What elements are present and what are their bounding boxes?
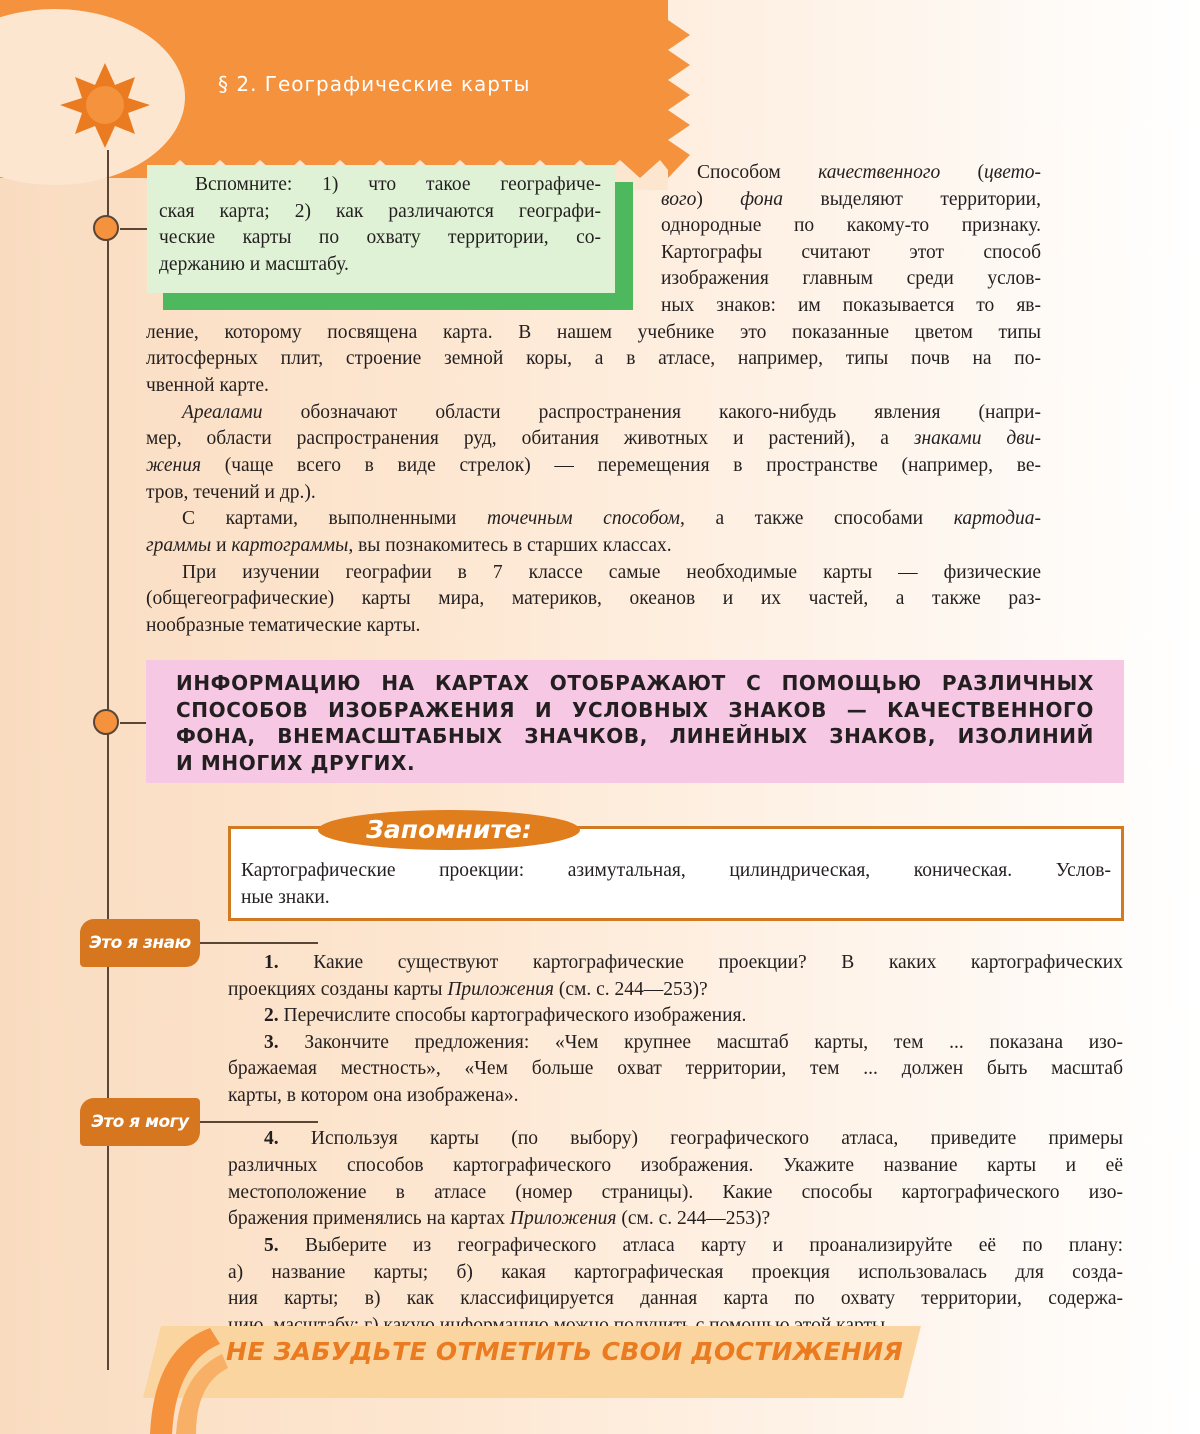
footer-arc-decoration	[140, 1318, 240, 1434]
text-span: бражения применялись на картах	[228, 1208, 510, 1229]
text-span: (чаще всего в виде стрелок) — перемещения в пространстве (например, ве-	[201, 455, 1041, 476]
text-italic: жения	[146, 455, 202, 476]
text-span: Закончите предложения: «Чем крупнее масштаб карты, тем ... показана изо-	[278, 1032, 1123, 1053]
recall-box	[147, 165, 615, 293]
footer-achievements: НЕ ЗАБУДЬТЕ ОТМЕТИТЬ СВОИ ДОСТИЖЕНИЯ	[226, 1337, 904, 1366]
text-line: а) название карты; б) какая картографическая проекция использовалась для созда-	[228, 1262, 1123, 1283]
text-line: ление, которому посвящена карта. В нашем учебнике это показанные цветом типы	[146, 322, 1041, 343]
text-line: литосферных плит, строение земной коры, а в атласе, например, типы почв на по-	[146, 348, 1041, 369]
text-span: Перечислите способы картографического изображения.	[278, 1005, 747, 1026]
key-idea-box	[146, 660, 1124, 783]
text-italic: картограммы	[231, 535, 349, 556]
text-line: изображения главным среди услов-	[661, 268, 1041, 289]
timeline-line	[107, 150, 109, 1370]
text-line: При изучении географии в 7 классе самые необходимые карты — физические	[182, 562, 1041, 583]
text-italic: знаками дви-	[913, 428, 1042, 449]
text-italic: цвето-	[984, 162, 1041, 183]
text-line: бражаемая местность», «Чем больше охват территории, тем ... должен быть масштаб	[228, 1058, 1123, 1079]
text-line: различных способов картографического изображения. Укажите название карты и её	[228, 1155, 1123, 1176]
text-span: выделяют территории,	[783, 189, 1041, 210]
question-1	[264, 950, 1123, 977]
text-span: , а также способами	[680, 508, 954, 529]
text-italic: Приложения	[509, 1208, 617, 1229]
text-line: ния карты; в) как классифицируется данная карта по охвату территории, содержа-	[228, 1288, 1123, 1309]
text-italic: качественного	[818, 162, 941, 183]
key-idea-line: И МНОГИХ ДРУГИХ.	[176, 750, 416, 775]
question-2	[264, 1003, 1123, 1030]
text-line: ных знаков: им показывается то яв-	[661, 295, 1041, 316]
text-line: тров, течений и др.).	[146, 482, 316, 503]
text-line	[146, 533, 1041, 560]
timeline-dot	[93, 709, 119, 735]
recall-line: Вспомните: 1) что такое географиче-	[195, 174, 601, 195]
recall-line: ческие карты по охвату территории, со-	[159, 227, 601, 249]
text-span: мер, области распространения руд, обитания животных и растений), а	[146, 428, 914, 449]
text-line	[146, 453, 1041, 480]
text-line: однородные по какому-то признаку.	[661, 215, 1041, 236]
text-line: нообразные тематические карты.	[146, 615, 421, 636]
remember-line: ные знаки.	[241, 887, 330, 908]
text-italic: Ареалами	[182, 402, 263, 423]
text-italic: Приложения	[447, 979, 554, 1000]
question-number: 4.	[264, 1128, 279, 1149]
question-number: 1.	[264, 952, 279, 973]
text-line	[228, 1206, 1123, 1233]
text-line	[146, 426, 1041, 453]
text-italic: картодиа-	[953, 508, 1041, 529]
question-number: 2.	[264, 1005, 279, 1026]
timeline-connector	[120, 722, 148, 724]
question-3	[264, 1030, 1123, 1057]
text-span: и	[211, 535, 232, 556]
tag-this-i-can: Это я могу	[80, 1098, 200, 1146]
timeline-dot	[93, 215, 119, 241]
key-idea-line: ФОНА, ВНЕМАСШТАБНЫХ ЗНАЧКОВ, ЛИНЕЙНЫХ ЗНАКОВ, ИЗОЛИНИЙ	[176, 724, 1094, 748]
text-span: проекциях созданы карты	[228, 979, 448, 1000]
text-span: (	[940, 162, 985, 183]
page-title: § 2. Географические карты	[218, 72, 531, 96]
text-italic: фона	[740, 189, 784, 210]
timeline-connector	[120, 228, 148, 230]
text-span: , вы познакомитесь в старших классах.	[348, 535, 672, 556]
text-line	[228, 977, 1123, 1004]
question-4	[264, 1126, 1123, 1153]
question-5	[264, 1233, 1123, 1260]
tag-this-i-know: Это я знаю	[80, 919, 200, 967]
text-span: (см. с. 244—253)?	[553, 979, 708, 1000]
remember-line: Картографические проекции: азимутальная, цилиндрическая, коническая. Услов-	[241, 860, 1111, 881]
text-span: Какие существуют картографические проекции? В каких картографических	[278, 952, 1123, 973]
text-line: карты, в котором она изображена».	[228, 1085, 519, 1106]
text-line: чвенной карте.	[146, 375, 269, 396]
text-line	[661, 160, 1041, 187]
text-span: Выберите из географического атласа карту и проанализируйте её по плану:	[278, 1235, 1123, 1256]
text-span: С картами, выполненными	[182, 508, 487, 529]
tag-underline	[200, 1121, 318, 1123]
question-number: 3.	[264, 1032, 279, 1053]
recall-line: держанию и масштабу.	[159, 253, 349, 275]
text-span: )	[696, 189, 741, 210]
text-span: обозначают области распространения какого-нибудь явления (напри-	[262, 402, 1041, 423]
text-span: (см. с. 244—253)?	[616, 1208, 771, 1229]
text-line: Картографы считают этот способ	[661, 242, 1041, 263]
text-line	[182, 506, 1041, 533]
text-italic: точечным способом	[486, 508, 680, 529]
text-italic: вого	[661, 189, 697, 210]
text-span: Используя карты (по выбору) географического атласа, приведите примеры	[278, 1128, 1123, 1149]
recall-line: ская карта; 2) как различаются географи-	[159, 200, 601, 222]
key-idea-line: СПОСОБОВ ИЗОБРАЖЕНИЯ И УСЛОВНЫХ ЗНАКОВ — КАЧЕСТВЕННОГО	[176, 697, 1094, 722]
tag-underline	[200, 942, 318, 944]
text-span: Способом	[697, 162, 819, 183]
text-line: местоположение в атласе (номер страницы). Какие способы картографического изо-	[228, 1182, 1123, 1203]
text-italic: граммы	[146, 535, 212, 556]
text-line: (общегеографические) карты мира, материков, океанов и их частей, а также раз-	[146, 588, 1041, 609]
remember-label: Запомните:	[318, 810, 580, 850]
text-line	[661, 187, 1041, 214]
question-number: 5.	[264, 1235, 279, 1256]
key-idea-line: ИНФОРМАЦИЮ НА КАРТАХ ОТОБРАЖАЮТ С ПОМОЩЬЮ РАЗЛИЧНЫХ	[176, 671, 1094, 695]
text-line	[182, 400, 1041, 427]
